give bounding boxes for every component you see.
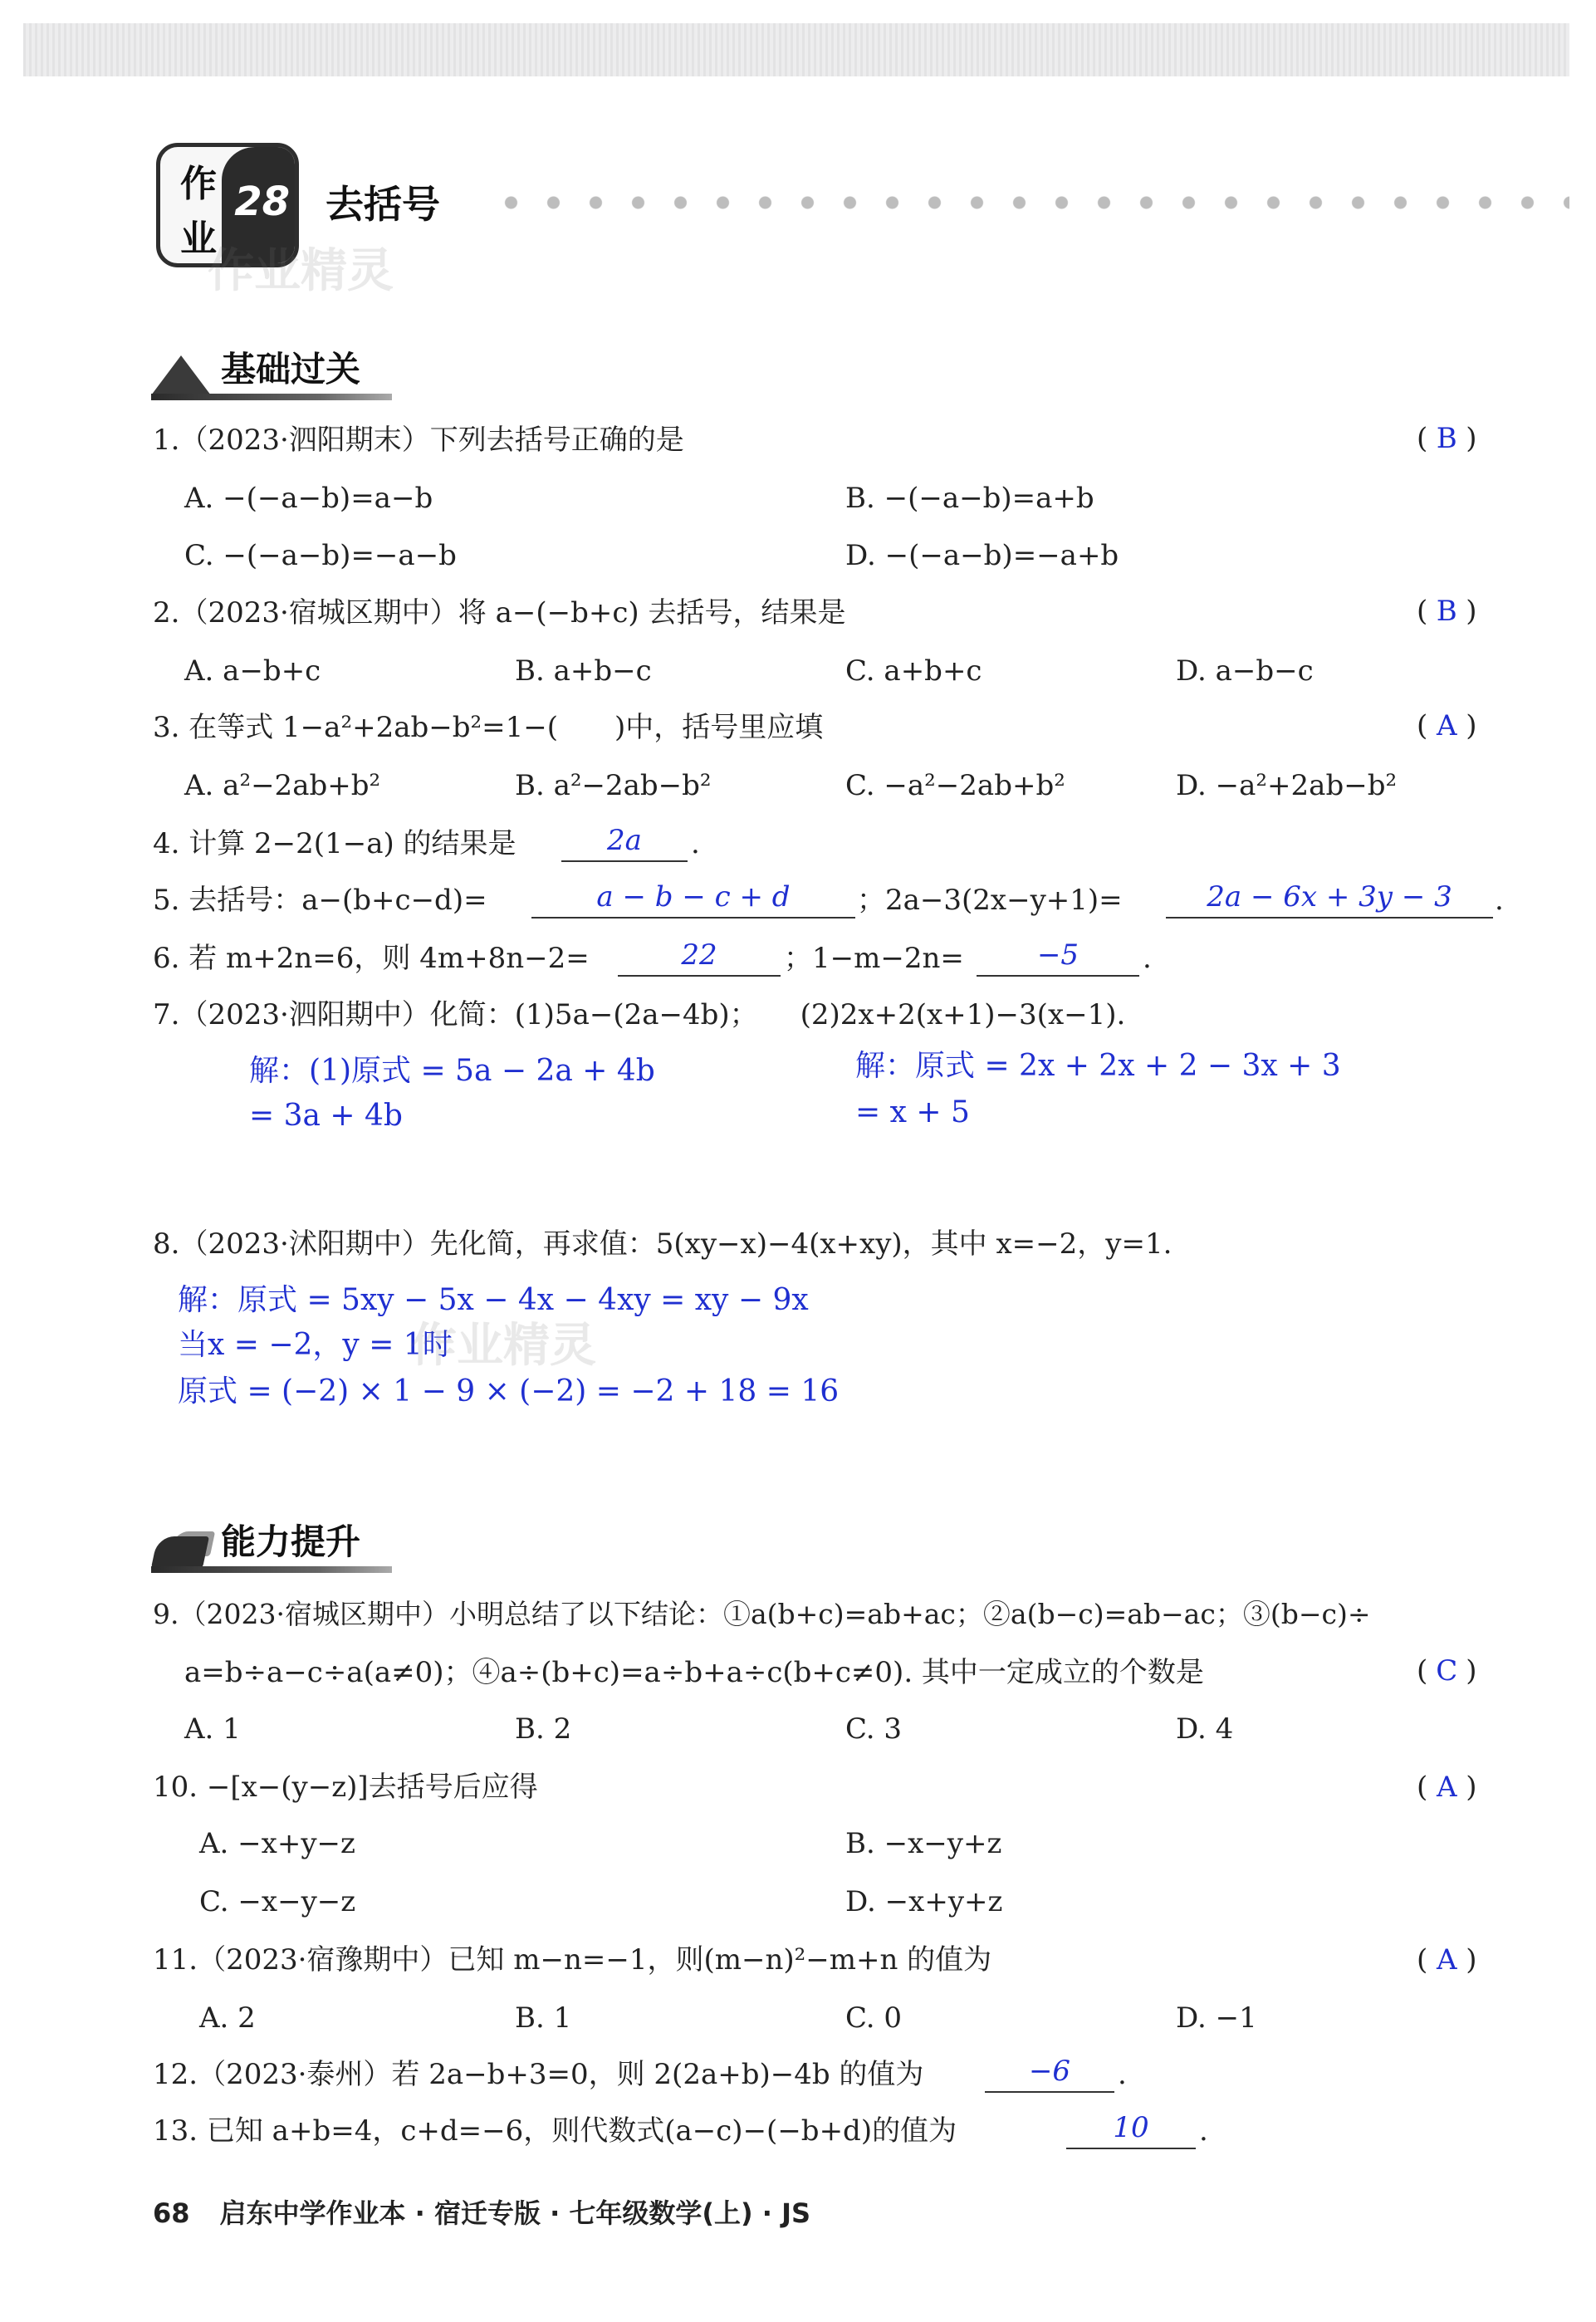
section-underline	[151, 394, 392, 400]
q5-blank-1	[531, 880, 855, 919]
q3-option-d: D. −a²+2ab−b²	[1176, 769, 1398, 802]
q7-solution-1-line-2: = 3a + 4b	[249, 1099, 403, 1133]
q4-end: .	[691, 827, 700, 860]
q5-mid: ；2a−3(2x−y+1)=	[857, 884, 1123, 917]
book-title: 启东中学作业本 · 宿迁专版 · 七年级数学(上) · JS	[219, 2197, 811, 2229]
q11-option-b: B. 1	[515, 2001, 572, 2035]
q2-option-a: A. a−b+c	[184, 654, 321, 688]
q5-blank-2	[1166, 880, 1493, 919]
q9-option-c: C. 3	[845, 1712, 903, 1746]
q9-answer-box: ( C )	[1417, 1654, 1477, 1688]
q1-answer: B	[1436, 422, 1457, 455]
q13-end: .	[1199, 2114, 1208, 2148]
watermark: 作业精灵	[208, 244, 394, 298]
q11-answer: A	[1436, 1943, 1457, 1977]
q6-mid: ；1−m−2n=	[784, 942, 964, 975]
section-basic	[151, 342, 400, 400]
q5-end: .	[1495, 884, 1504, 917]
q10-option-b: B. −x−y+z	[845, 1827, 1002, 1860]
q13-answer: 10	[1113, 2111, 1149, 2144]
q13-blank	[1066, 2111, 1196, 2149]
q2-option-b: B. a+b−c	[515, 654, 652, 688]
q2-option-c: C. a+b+c	[845, 654, 982, 688]
q10-answer: A	[1436, 1771, 1457, 1804]
page-footer	[153, 2192, 810, 2231]
q1-stem: 1.（2023·泗阳期末）下列去括号正确的是	[153, 424, 684, 457]
q11-answer-box: ( A )	[1417, 1943, 1477, 1977]
q2-answer-box: ( B )	[1417, 595, 1477, 628]
q9-option-b: B. 2	[515, 1712, 572, 1746]
q12-answer: −6	[1028, 2055, 1071, 2088]
q8-stem: 8.（2023·沭阳期中）先化简，再求值：5(xy−x)−4(x+xy)，其中 x=−2，y=1.	[153, 1227, 1173, 1261]
q3-option-b: B. a²−2ab−b²	[515, 769, 712, 802]
q9-stem-line-1: 9.（2023·宿城区期中）小明总结了以下结论：①a(b+c)=ab+ac；②a(b−c)=ab−ac；③(b−c)÷	[153, 1598, 1371, 1630]
q4-stem: 4. 计算 2−2(1−a) 的结果是	[153, 827, 516, 860]
page-number: 68	[153, 2197, 190, 2229]
q12-blank	[985, 2055, 1114, 2093]
q8-solution-line-1: 解：原式 = 5xy − 5x − 4x − 4xy = xy − 9x	[178, 1283, 809, 1317]
section-mountain-icon	[151, 355, 211, 395]
q5-answer-2: 2a − 6x + 3y − 3	[1207, 880, 1452, 914]
q2-answer: B	[1436, 595, 1457, 628]
q4-answer: 2a	[607, 824, 642, 857]
q7-stem: 7.（2023·泗阳期中）化简：(1)5a−(2a−4b)； (2)2x+2(x+1)−3(x−1).	[153, 998, 1126, 1031]
q1-answer-box: ( B )	[1417, 422, 1477, 455]
lesson-title: 去括号	[326, 182, 440, 227]
q11-stem: 11.（2023·宿豫期中）已知 m−n=−1，则(m−n)²−m+n 的值为	[153, 1943, 992, 1977]
q6-answer-2: −5	[1036, 938, 1080, 972]
q6-stem: 6. 若 m+2n=6，则 4m+8n−2=	[153, 942, 590, 975]
q9-option-a: A. 1	[184, 1712, 241, 1746]
q3-stem: 3. 在等式 1−a²+2ab−b²=1−( )中，括号里应填	[153, 711, 824, 744]
q12-end: .	[1118, 2058, 1127, 2091]
q9-answer: C	[1436, 1654, 1458, 1688]
q1-option-b: B. −(−a−b)=a+b	[845, 482, 1094, 515]
q4-blank	[561, 824, 688, 862]
q5-stem: 5. 去括号：a−(b+c−d)=	[153, 884, 487, 917]
q9-stem-line-2: a=b÷a−c÷a(a≠0)；④a÷(b+c)=a÷b+a÷c(b+c≠0). 其中一定成立的个数是	[184, 1656, 1204, 1689]
section-advanced	[151, 1515, 400, 1573]
q3-option-a: A. a²−2ab+b²	[184, 769, 381, 802]
q8-solution-line-3: 原式 = (−2) × 1 − 9 × (−2) = −2 + 18 = 16	[178, 1374, 840, 1408]
q8-solution-line-2: 当x = −2，y = 1时	[178, 1328, 453, 1362]
q3-answer: A	[1436, 709, 1457, 742]
q9-option-d: D. 4	[1176, 1712, 1234, 1746]
q6-blank-1	[618, 938, 781, 977]
q10-answer-box: ( A )	[1417, 1771, 1477, 1804]
q7-solution-2-line-2: = x + 5	[855, 1095, 970, 1129]
q11-option-a: A. 2	[199, 2001, 256, 2035]
q10-stem: 10. −[x−(y−z)]去括号后应得	[153, 1771, 538, 1804]
q1-option-d: D. −(−a−b)=−a+b	[845, 539, 1119, 572]
section-title: 能力提升	[221, 1521, 361, 1562]
q13-stem: 13. 已知 a+b=4，c+d=−6，则代数式(a−c)−(−b+d)的值为	[153, 2114, 957, 2148]
q7-solution-2-line-1: 解：原式 = 2x + 2x + 2 − 3x + 3	[855, 1049, 1341, 1083]
section-title: 基础过关	[221, 349, 361, 389]
section-underline	[151, 1566, 392, 1573]
badge-char-2: 业	[180, 218, 217, 260]
section-block-icon	[151, 1536, 209, 1568]
q1-option-a: A. −(−a−b)=a−b	[184, 482, 433, 515]
q6-answer-1: 22	[681, 938, 717, 972]
badge-number: 28	[234, 179, 290, 225]
badge-char-1: 作	[180, 163, 217, 205]
q5-answer-1: a − b − c + d	[596, 880, 791, 914]
q10-option-c: C. −x−y−z	[199, 1885, 356, 1918]
q7-solution-1-line-1: 解：(1)原式 = 5a − 2a + 4b	[249, 1054, 655, 1088]
q1-option-c: C. −(−a−b)=−a−b	[184, 539, 457, 572]
q3-answer-box: ( A )	[1417, 709, 1477, 742]
q10-option-a: A. −x+y−z	[199, 1827, 355, 1860]
q12-stem: 12.（2023·泰州）若 2a−b+3=0，则 2(2a+b)−4b 的值为	[153, 2058, 924, 2091]
q10-option-d: D. −x+y+z	[845, 1885, 1003, 1918]
q2-stem: 2.（2023·宿城区期中）将 a−(−b+c) 去括号，结果是	[153, 596, 846, 629]
q2-option-d: D. a−b−c	[1176, 654, 1314, 688]
watermark-2: 作业精灵	[410, 1319, 596, 1373]
q11-option-c: C. 0	[845, 2001, 903, 2035]
q6-blank-2	[977, 938, 1139, 977]
q11-option-d: D. −1	[1176, 2001, 1257, 2035]
title-dot-rule	[490, 196, 1569, 209]
top-scan-band	[23, 23, 1569, 76]
q6-end: .	[1143, 942, 1152, 975]
q3-option-c: C. −a²−2ab+b²	[845, 769, 1065, 802]
